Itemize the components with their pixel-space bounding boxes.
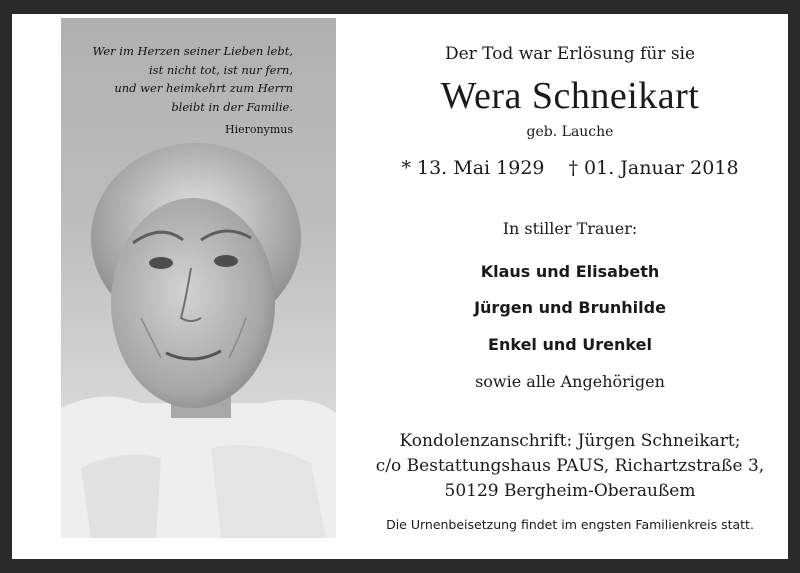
quote-line: bleibt in der Familie.	[171, 99, 293, 114]
maiden-name: geb. Lauche	[526, 124, 614, 140]
family-member: Enkel und Urenkel	[488, 335, 652, 354]
quote-line: und wer heimkehrt zum Herrn	[114, 81, 293, 95]
urn-note: Die Urnenbeisetzung findet im engsten Familienkreis statt.	[386, 517, 754, 532]
quote	[61, 42, 293, 116]
family-member: Jürgen und Brunhilde	[474, 298, 666, 317]
death-date: † 01. Januar 2018	[568, 157, 739, 179]
other-relatives: sowie alle Angehörigen	[475, 372, 665, 391]
life-dates	[352, 157, 788, 179]
birth-date: * 13. Mai 1929	[401, 157, 545, 179]
quote-line: Wer im Herzen seiner Lieben lebt,	[92, 44, 293, 58]
condolence-line: c/o Bestattungshaus PAUS, Richartzstraße 3,	[375, 456, 765, 476]
condolence-line: 50129 Bergheim-Oberaußem	[444, 481, 696, 501]
headline: Der Tod war Erlösung für sie	[444, 44, 696, 64]
deceased-name: Wera Schneikart	[440, 75, 700, 117]
obituary-card	[12, 14, 788, 559]
quote-author: Hieronymus	[225, 123, 293, 136]
photo-panel	[61, 18, 336, 538]
condolence-line: Kondolenzanschrift: Jürgen Schneikart;	[399, 431, 741, 451]
mourning-intro: In stiller Trauer:	[502, 219, 638, 238]
family-member: Klaus und Elisabeth	[480, 262, 660, 281]
notice-text	[352, 14, 788, 559]
quote-line: ist nicht tot, ist nur fern,	[149, 62, 293, 77]
